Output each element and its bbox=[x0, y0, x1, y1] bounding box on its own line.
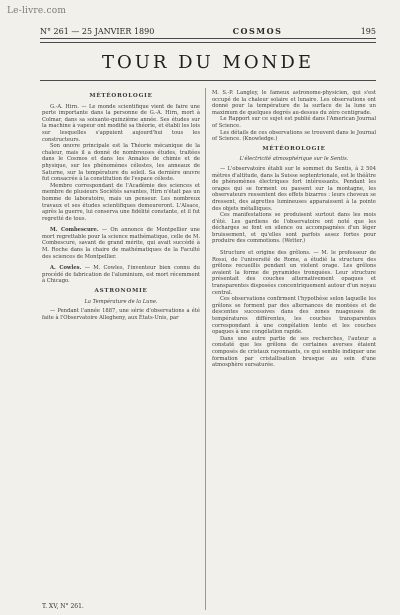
column-separator bbox=[205, 88, 206, 610]
paragraph: — L'observatoire établi sur le sommet du Sentis, à 2 504 mètres d'altitude, dans la Suisse septentrionale, est le théâtre de phénomènes électriques fort intéressants. Pendant les orages qui se forment ou passent sur la montagne, les observateurs ressentent des effets bizarres : leurs cheveux se dressent, des aigrettes lumineuses apparaissent à la pointe des objets métalliques. bbox=[212, 165, 376, 212]
left-column bbox=[42, 90, 200, 610]
header-rule bbox=[40, 38, 376, 39]
page-title: TOUR DU MONDE bbox=[101, 52, 315, 73]
paragraph: M. Combescure. — On annonce de Montpellier une mort regrettable pour la science mathématique, celle de M. Combescure, savant de grand mérite, qui avait succédé à M. Roche dans la chaire de mathématiques de la Faculté des sciences de Montpellier. bbox=[42, 227, 200, 260]
paragraph: Ces manifestations se produisent surtout dans les mois d'été. Les gardiens de l'observatoire ont noté que les décharges se font en silence ou accompagnées d'un léger bruissement, et qu'elles sont parfois assez fortes pour produire des commotions. (Wetter.) bbox=[212, 212, 376, 245]
article-lead: A. Cowles. bbox=[50, 265, 82, 272]
paragraph: M. S.-P. Langley, le fameux astronome-physicien, qui s'est occupé de la chaleur solaire et lunaire. Les observations ont donné pour la température de la surface de la lune un maximum de quelques degrés au-dessus du zéro centigrade. bbox=[212, 90, 376, 116]
section-heading: ASTRONOMIE bbox=[94, 288, 148, 295]
article-lead: M. Combescure. bbox=[50, 227, 99, 234]
section-heading: MÉTÉOROLOGIE bbox=[262, 145, 326, 152]
page-number: 195 bbox=[360, 27, 376, 36]
paragraph: Structure et origine des grêlons. — M. le professeur de Rossi, de l'université de Rome, a étudié la structure des grêlons recueillis pendant un violent orage. Les grêlons avaient la forme de pyramides tronquées. Leur structure présentait des couches alternativement opaques et transparentes disposées concentriquement autour d'un noyau central. bbox=[212, 250, 376, 296]
subsection-heading: L'électricité atmosphérique sur le Sentis. bbox=[239, 156, 349, 163]
paragraph: Le Rapport sur ce sujet est publié dans l'American Journal of Science. bbox=[212, 116, 376, 129]
running-header bbox=[40, 26, 376, 36]
paragraph: G.-A. Hirn. — Le monde scientifique vient de faire une perte importante dans la personne de G.-A. Hirn, mort à Colmar, dans sa soixante-quinzième année. Ses études sur la machine à vapeur ont modifié sa théorie, et établi les lois sur lesquelles s'appuient aujourd'hui tous les constructeurs. bbox=[42, 103, 200, 143]
paragraph: — Pendant l'année 1887, une série d'observations a été faite à l'Observatoire Allegheny, aux États-Unis, par bbox=[42, 308, 200, 321]
site-watermark: Le-livre.com bbox=[7, 6, 67, 16]
paragraph: Dans une autre partie de ses recherches, l'auteur a constaté que les grêlons de certaines averses étaient composés de cristaux rayonnants, ce qui semble indiquer une formation par cristallisation brusque au sein d'une atmosphère sursaturée. bbox=[212, 335, 376, 369]
title-rule bbox=[40, 80, 376, 81]
right-column bbox=[212, 90, 376, 610]
paragraph: Membre correspondant de l'Académie des sciences et membre de plusieurs Sociétés savantes, Hirn n'était pas un homme de laboratoire, mais un penseur. Les nombreux travaux et ses études scientifiques demeureront. L'Alsace, après la guerre, lui conserva une fidélité constante, et il fut regretté de tous. bbox=[42, 182, 200, 222]
volume-footer: T. XV, N° 261. bbox=[42, 603, 84, 610]
paragraph: Les détails de ces observations se trouvent dans le Journal of Science. (Knowledge.) bbox=[212, 129, 376, 143]
paragraph: Son œuvre principale est la Théorie mécanique de la chaleur, mais il a donné de nombreuses études, traitées dans le Cosmos et dans les Annales de chimie et de physique, sur les phénomènes célestes, les anneaux de Saturne, sur la température du soleil. Sa dernière œuvre fut consacrée à la constitution de l'espace céleste. bbox=[42, 143, 200, 183]
subsection-heading: La Température de la Lune. bbox=[84, 298, 158, 305]
magazine-name: COSMOS bbox=[232, 26, 283, 36]
issue-number: N° 261 — 25 JANVIER 1890 bbox=[40, 27, 155, 36]
section-heading: MÉTÉOROLOGIE bbox=[89, 93, 153, 99]
paragraph: A. Cowles. — M. Cowles, l'inventeur bien connu du procédé de fabrication de l'aluminium, est mort récemment à Chicago. bbox=[42, 265, 200, 285]
header-rule-thin bbox=[40, 42, 376, 43]
paragraph: Ces observations confirment l'hypothèse selon laquelle les grêlons se forment par des alternances de montées et de descentes successives dans des zones nuageuses de températures différentes, les couches transparentes correspondant à une congélation lente et les couches opaques à une congélation rapide. bbox=[212, 296, 376, 336]
